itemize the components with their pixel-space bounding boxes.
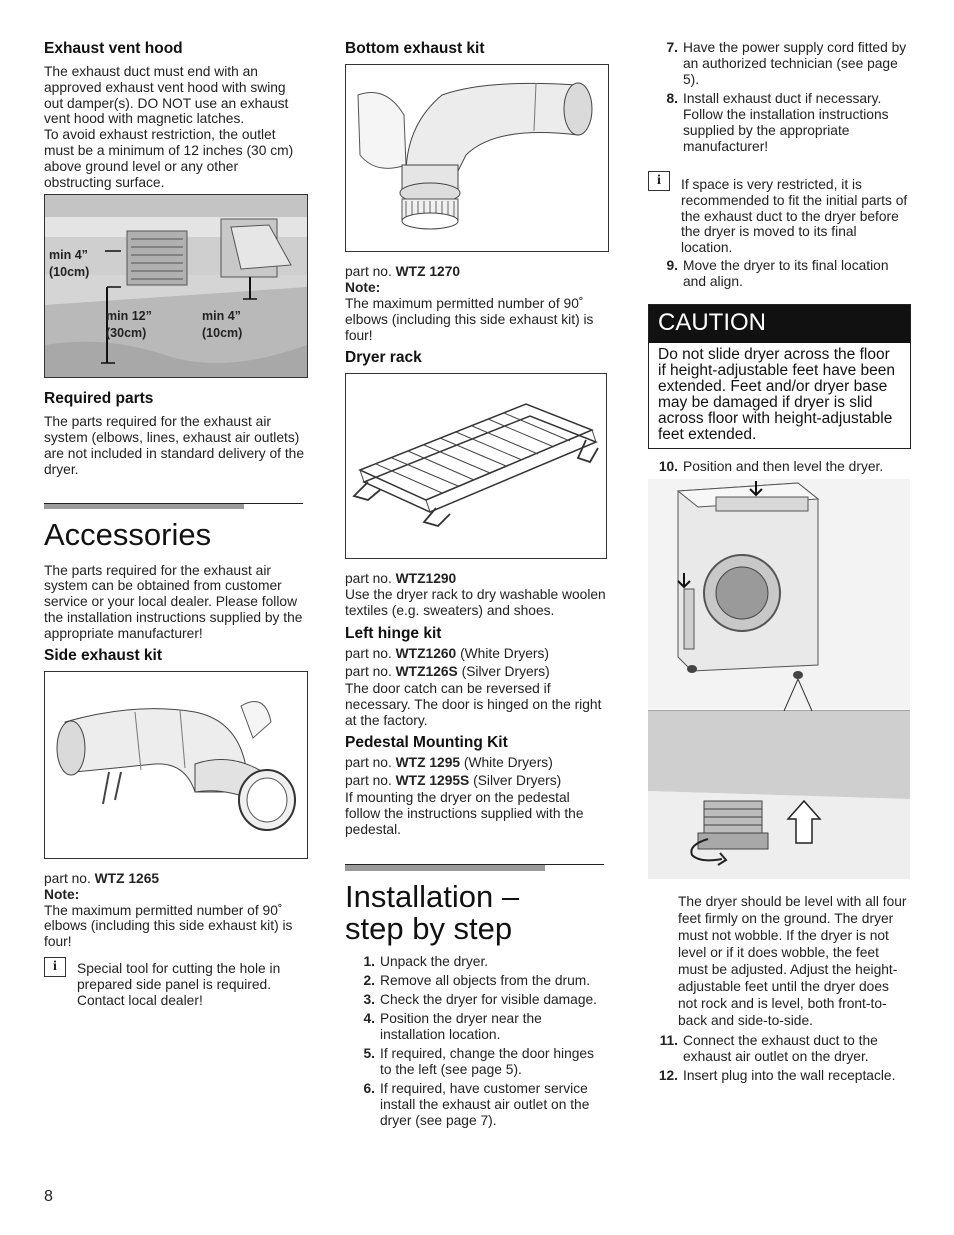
bottom-exhaust-note: The maximum permitted number of 90˚ elbows (including this side exhaust kit) is four!	[345, 296, 594, 343]
accessories-rule	[44, 503, 303, 513]
installation-step-10	[648, 459, 910, 475]
left-hinge-line1-part: WTZ1260	[395, 645, 457, 661]
step-text: If required, have customer service install the exhaust air outlet on the dryer (see page 7).	[380, 1080, 590, 1128]
installation-title-line-1: Installation –	[345, 878, 520, 914]
label-min4-right-b: (10cm)	[202, 326, 243, 341]
exhaust-vent-hood-heading: Exhaust vent hood	[44, 40, 183, 57]
side-exhaust-part-prefix: part no.	[44, 870, 91, 886]
left-hinge-text: The door catch can be reversed if necessary. The door is hinged on the right at the factory.	[345, 680, 602, 728]
list-item	[345, 1046, 607, 1078]
pedestal-line2-part: WTZ 1295S	[395, 773, 470, 789]
step-text: If required, change the door hinges to the left (see page 5).	[380, 1045, 594, 1077]
required-parts-text: The parts required for the exhaust air system (elbows, lines, exhaust air outlets) are not included in standard delivery of the dryer.	[44, 414, 305, 477]
step-number: 12.	[658, 1067, 678, 1083]
vent-hood-illustration	[45, 195, 307, 377]
label-min4-right-a: min 4”	[202, 309, 241, 324]
bottom-exhaust-kit-heading: Bottom exhaust kit	[345, 40, 485, 57]
label-min4-left-b: (10cm)	[49, 265, 90, 280]
installation-info-text: If space is very restricted, it is recommended to fit the initial parts of the exhaust duct to the dryer before the dryer is moved to its final location.	[681, 177, 908, 256]
label-min12-a: min 12”	[106, 309, 152, 324]
list-item	[345, 1011, 607, 1043]
column-left	[44, 40, 306, 1008]
step-text: Unpack the dryer.	[380, 953, 489, 969]
dryer-rack-illustration	[346, 374, 606, 558]
vent-hood-label-min12	[106, 308, 152, 342]
pedestal-line1-prefix: part no.	[345, 755, 392, 771]
dryer-rack-part-line	[345, 571, 607, 587]
vent-hood-label-min4-left	[49, 247, 89, 281]
step-number: 5.	[363, 1045, 375, 1061]
step-number: 10.	[658, 458, 678, 474]
side-exhaust-kit-figure	[44, 671, 308, 859]
pedestal-kit-heading: Pedestal Mounting Kit	[345, 734, 508, 752]
dryer-rack-heading: Dryer rack	[345, 349, 422, 367]
left-hinge-line1-prefix: part no.	[345, 645, 392, 661]
label-min4-left-a: min 4”	[49, 248, 88, 263]
side-exhaust-kit-illustration	[45, 672, 307, 858]
pedestal-line-1	[345, 754, 607, 772]
accessories-title: Accessories	[44, 516, 212, 552]
installation-steps-1-6	[345, 954, 607, 1129]
list-item	[648, 258, 910, 290]
column-right	[648, 40, 910, 1087]
step-text: Insert plug into the wall receptacle.	[683, 1067, 896, 1083]
step-text: Have the power supply cord fitted by an authorized technician (see page 5).	[683, 40, 907, 87]
pedestal-line2-prefix: part no.	[345, 773, 392, 789]
left-hinge-line2-part: WTZ126S	[395, 663, 458, 679]
exhaust-vent-hood-text-1: The exhaust duct must end with an approved exhaust vent hood with swing out damper(s). DO NOT use an exhaust vent hood with magnetic latches.	[44, 64, 289, 127]
caution-text: Do not slide dryer across the floor if height-adjustable feet have been extended. Feet and/or dryer base may be damaged if dryer is slid across floor with height-adjustable feet extended.	[658, 345, 895, 443]
step-text: Remove all objects from the drum.	[380, 972, 591, 988]
list-item	[345, 954, 607, 970]
left-hinge-line2-prefix: part no.	[345, 663, 392, 679]
side-exhaust-kit-heading: Side exhaust kit	[44, 646, 163, 664]
bottom-exhaust-part-number: WTZ 1270	[395, 264, 461, 279]
step-number: 11.	[659, 1032, 678, 1048]
rule-thick	[345, 865, 545, 871]
left-hinge-line-2	[345, 663, 607, 681]
bottom-exhaust-part-prefix: part no.	[345, 264, 392, 279]
caution-title: CAUTION	[649, 305, 910, 343]
step-text: Check the dryer for visible damage.	[380, 991, 598, 1007]
step-text: Connect the exhaust duct to the exhaust air outlet on the dryer.	[683, 1032, 878, 1064]
dryer-rack-part-number: WTZ1290	[395, 571, 457, 587]
step-number: 7.	[666, 40, 678, 55]
installation-info	[648, 171, 910, 256]
step-number: 4.	[363, 1010, 375, 1026]
pedestal-text: If mounting the dryer on the pedestal follow the instructions supplied with the pedestal.	[345, 790, 584, 837]
required-parts-heading: Required parts	[44, 390, 154, 408]
dryer-leveling-illustration	[648, 479, 910, 879]
bottom-exhaust-kit-figure	[345, 64, 609, 252]
side-exhaust-info-text: Special tool for cutting the hole in prepared side panel is required. Contact local dealer!	[77, 960, 281, 1008]
step-text: Position and then level the dryer.	[683, 458, 884, 474]
bottom-exhaust-part-line	[345, 264, 607, 280]
pedestal-line-2	[345, 772, 607, 790]
info-icon: i	[44, 957, 66, 977]
dryer-rack-part-prefix: part no.	[345, 571, 392, 587]
side-exhaust-note-label: Note:	[44, 886, 80, 902]
step-number: 6.	[363, 1080, 375, 1096]
left-hinge-line1-suffix: (White Dryers)	[460, 645, 549, 661]
label-min12-b: (30cm)	[106, 326, 147, 341]
step-text: Move the dryer to its final location and align.	[683, 257, 889, 289]
list-item	[648, 1033, 910, 1065]
info-icon: i	[648, 171, 670, 191]
step-number: 2.	[363, 972, 375, 988]
rule-thin	[44, 503, 303, 504]
pedestal-line2-suffix: (Silver Dryers)	[473, 773, 562, 789]
left-hinge-line-1	[345, 645, 607, 663]
list-item	[648, 1068, 910, 1084]
vent-hood-figure	[44, 194, 308, 378]
installation-step-9	[648, 258, 910, 290]
installation-steps-7-8	[648, 40, 910, 155]
list-item	[345, 973, 607, 989]
dryer-rack-figure	[345, 373, 607, 559]
installation-rule	[345, 864, 604, 874]
accessories-text: The parts required for the exhaust air system can be obtained from customer service or your local dealer. Please follow the installation instructions supplied by the appropriate manufacturer!	[44, 562, 303, 641]
left-hinge-kit-heading: Left hinge kit	[345, 624, 442, 642]
side-exhaust-note: The maximum permitted number of 90˚ elbows (including this side exhaust kit) is four!	[44, 902, 293, 950]
dryer-rack-text: Use the dryer rack to dry washable woolen textiles (e.g. sweaters) and shoes.	[345, 587, 606, 619]
exhaust-vent-hood-text-2: To avoid exhaust restriction, the outlet must be a minimum of 12 inches (30 cm) above ground level or any other obstructing surface.	[44, 127, 294, 190]
vent-hood-label-min4-right	[202, 308, 242, 342]
side-exhaust-part-number: WTZ 1265	[94, 870, 160, 886]
list-item	[345, 1081, 607, 1129]
step-number: 3.	[363, 991, 375, 1007]
column-middle	[345, 40, 607, 1132]
caution-box	[648, 304, 911, 449]
left-hinge-line2-suffix: (Silver Dryers)	[461, 663, 550, 679]
pedestal-line1-suffix: (White Dryers)	[463, 755, 553, 771]
dryer-leveling-figure	[648, 479, 910, 879]
list-item	[648, 91, 910, 155]
step-number: 8.	[666, 91, 678, 106]
step-number: 9.	[666, 257, 678, 273]
pedestal-line1-part: WTZ 1295	[395, 755, 461, 771]
side-exhaust-info	[44, 957, 306, 1008]
step-number: 1.	[363, 953, 375, 969]
step-text: Install exhaust duct if necessary. Follow the installation instructions supplied by the appropriate manufacturer!	[683, 91, 889, 154]
bottom-exhaust-note-label: Note:	[345, 280, 381, 295]
side-exhaust-part-line	[44, 871, 306, 887]
list-item	[345, 992, 607, 1008]
leveling-text: The dryer should be level with all four feet firmly on the ground. The dryer must not wobble. If the dryer is not level or if it does wobble, the feet must be adjusted. Adjust the height-adjustable feet until the dryer does not rock and is level, both front-to-back and side-to-side.	[678, 893, 907, 1028]
bottom-exhaust-kit-illustration	[346, 65, 608, 251]
installation-steps-11-12	[648, 1033, 910, 1084]
installation-title-line-2: step by step	[345, 910, 513, 946]
list-item	[648, 459, 910, 475]
step-text: Position the dryer near the installation location.	[380, 1010, 542, 1042]
page-number: 8	[44, 1188, 53, 1205]
list-item	[648, 40, 910, 88]
